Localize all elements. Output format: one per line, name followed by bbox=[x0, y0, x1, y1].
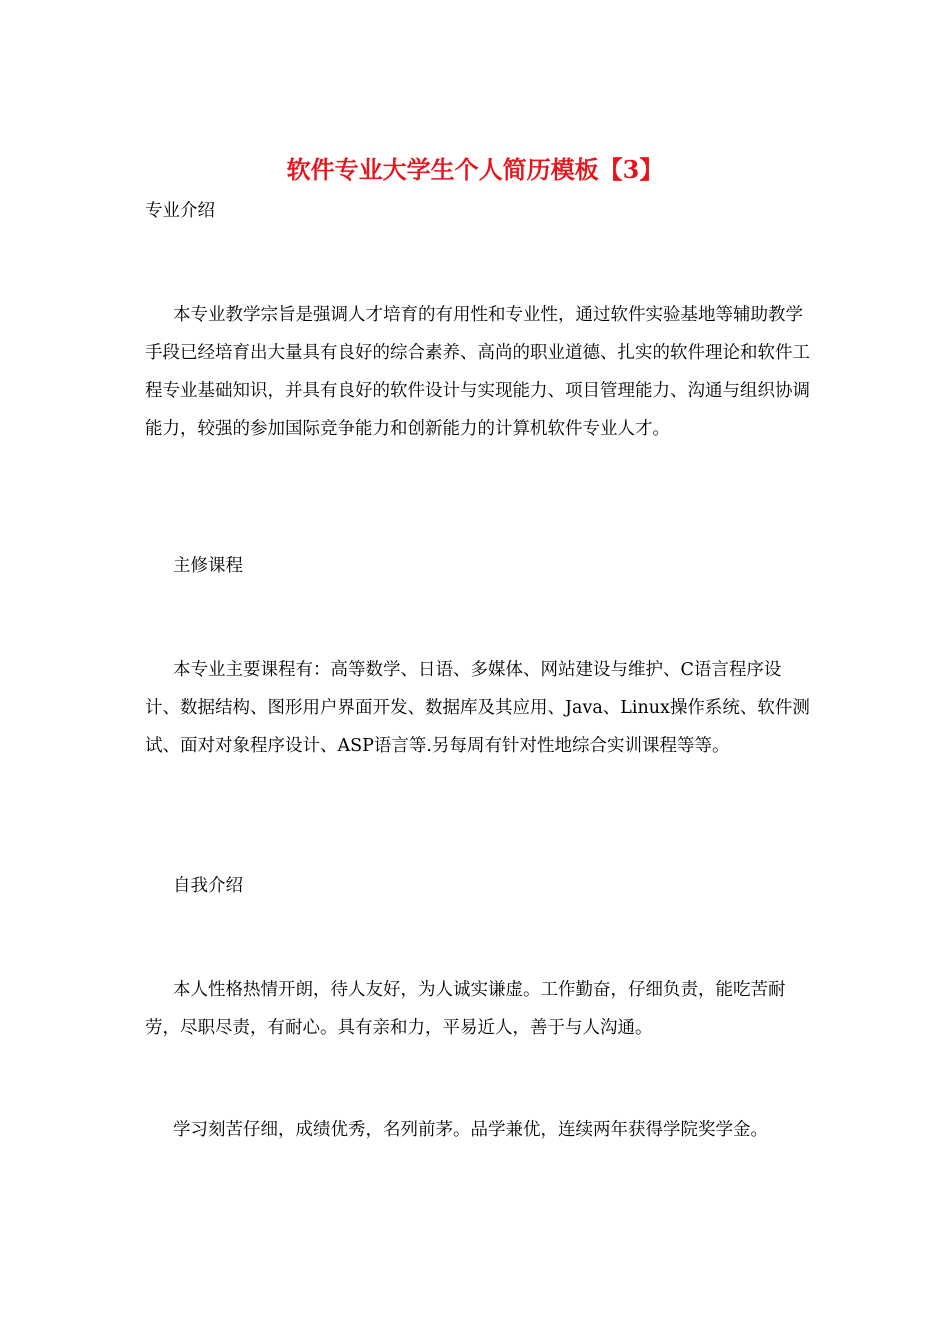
paragraph-self-intro-2: 学习刻苦仔细，成绩优秀，名列前茅。品学兼优，连续两年获得学院奖学金。 bbox=[173, 1120, 768, 1140]
heading-main-courses: 主修课程 bbox=[173, 556, 243, 576]
paragraph-major-intro: 本专业教学宗旨是强调人才培育的有用性和专业性，通过软件实验基地等辅助教学手段已经培育出大量具有良好的综合素养、高尚的职业道德、扎实的软件理论和软件工程专业基础知识，并具有良好的软件设计与实现能力、项目管理能力、沟通与组织协调能力，较强的参加国际竞争能力和创新能力的计算机软件专业人才。 bbox=[145, 305, 810, 439]
heading-self-intro: 自我介绍 bbox=[173, 876, 243, 896]
paragraph-self-intro-1: 本人性格热情开朗，待人友好，为人诚实谦虚。工作勤奋，仔细负责，能吃苦耐劳，尽职尽责，有耐心。具有亲和力，平易近人，善于与人沟通。 bbox=[145, 980, 786, 1038]
paragraph-main-courses: 本专业主要课程有：高等数学、日语、多媒体、网站建设与维护、C语言程序设计、数据结构、图形用户界面开发、数据库及其应用、Java、Linux操作系统、软件测试、面对对象程序设计、ASP语言等.另每周有针对性地综合实训课程等等。 bbox=[145, 660, 810, 756]
document-title: 软件专业大学生个人简历模板【3】 bbox=[286, 155, 664, 184]
heading-major-intro: 专业介绍 bbox=[145, 201, 215, 221]
